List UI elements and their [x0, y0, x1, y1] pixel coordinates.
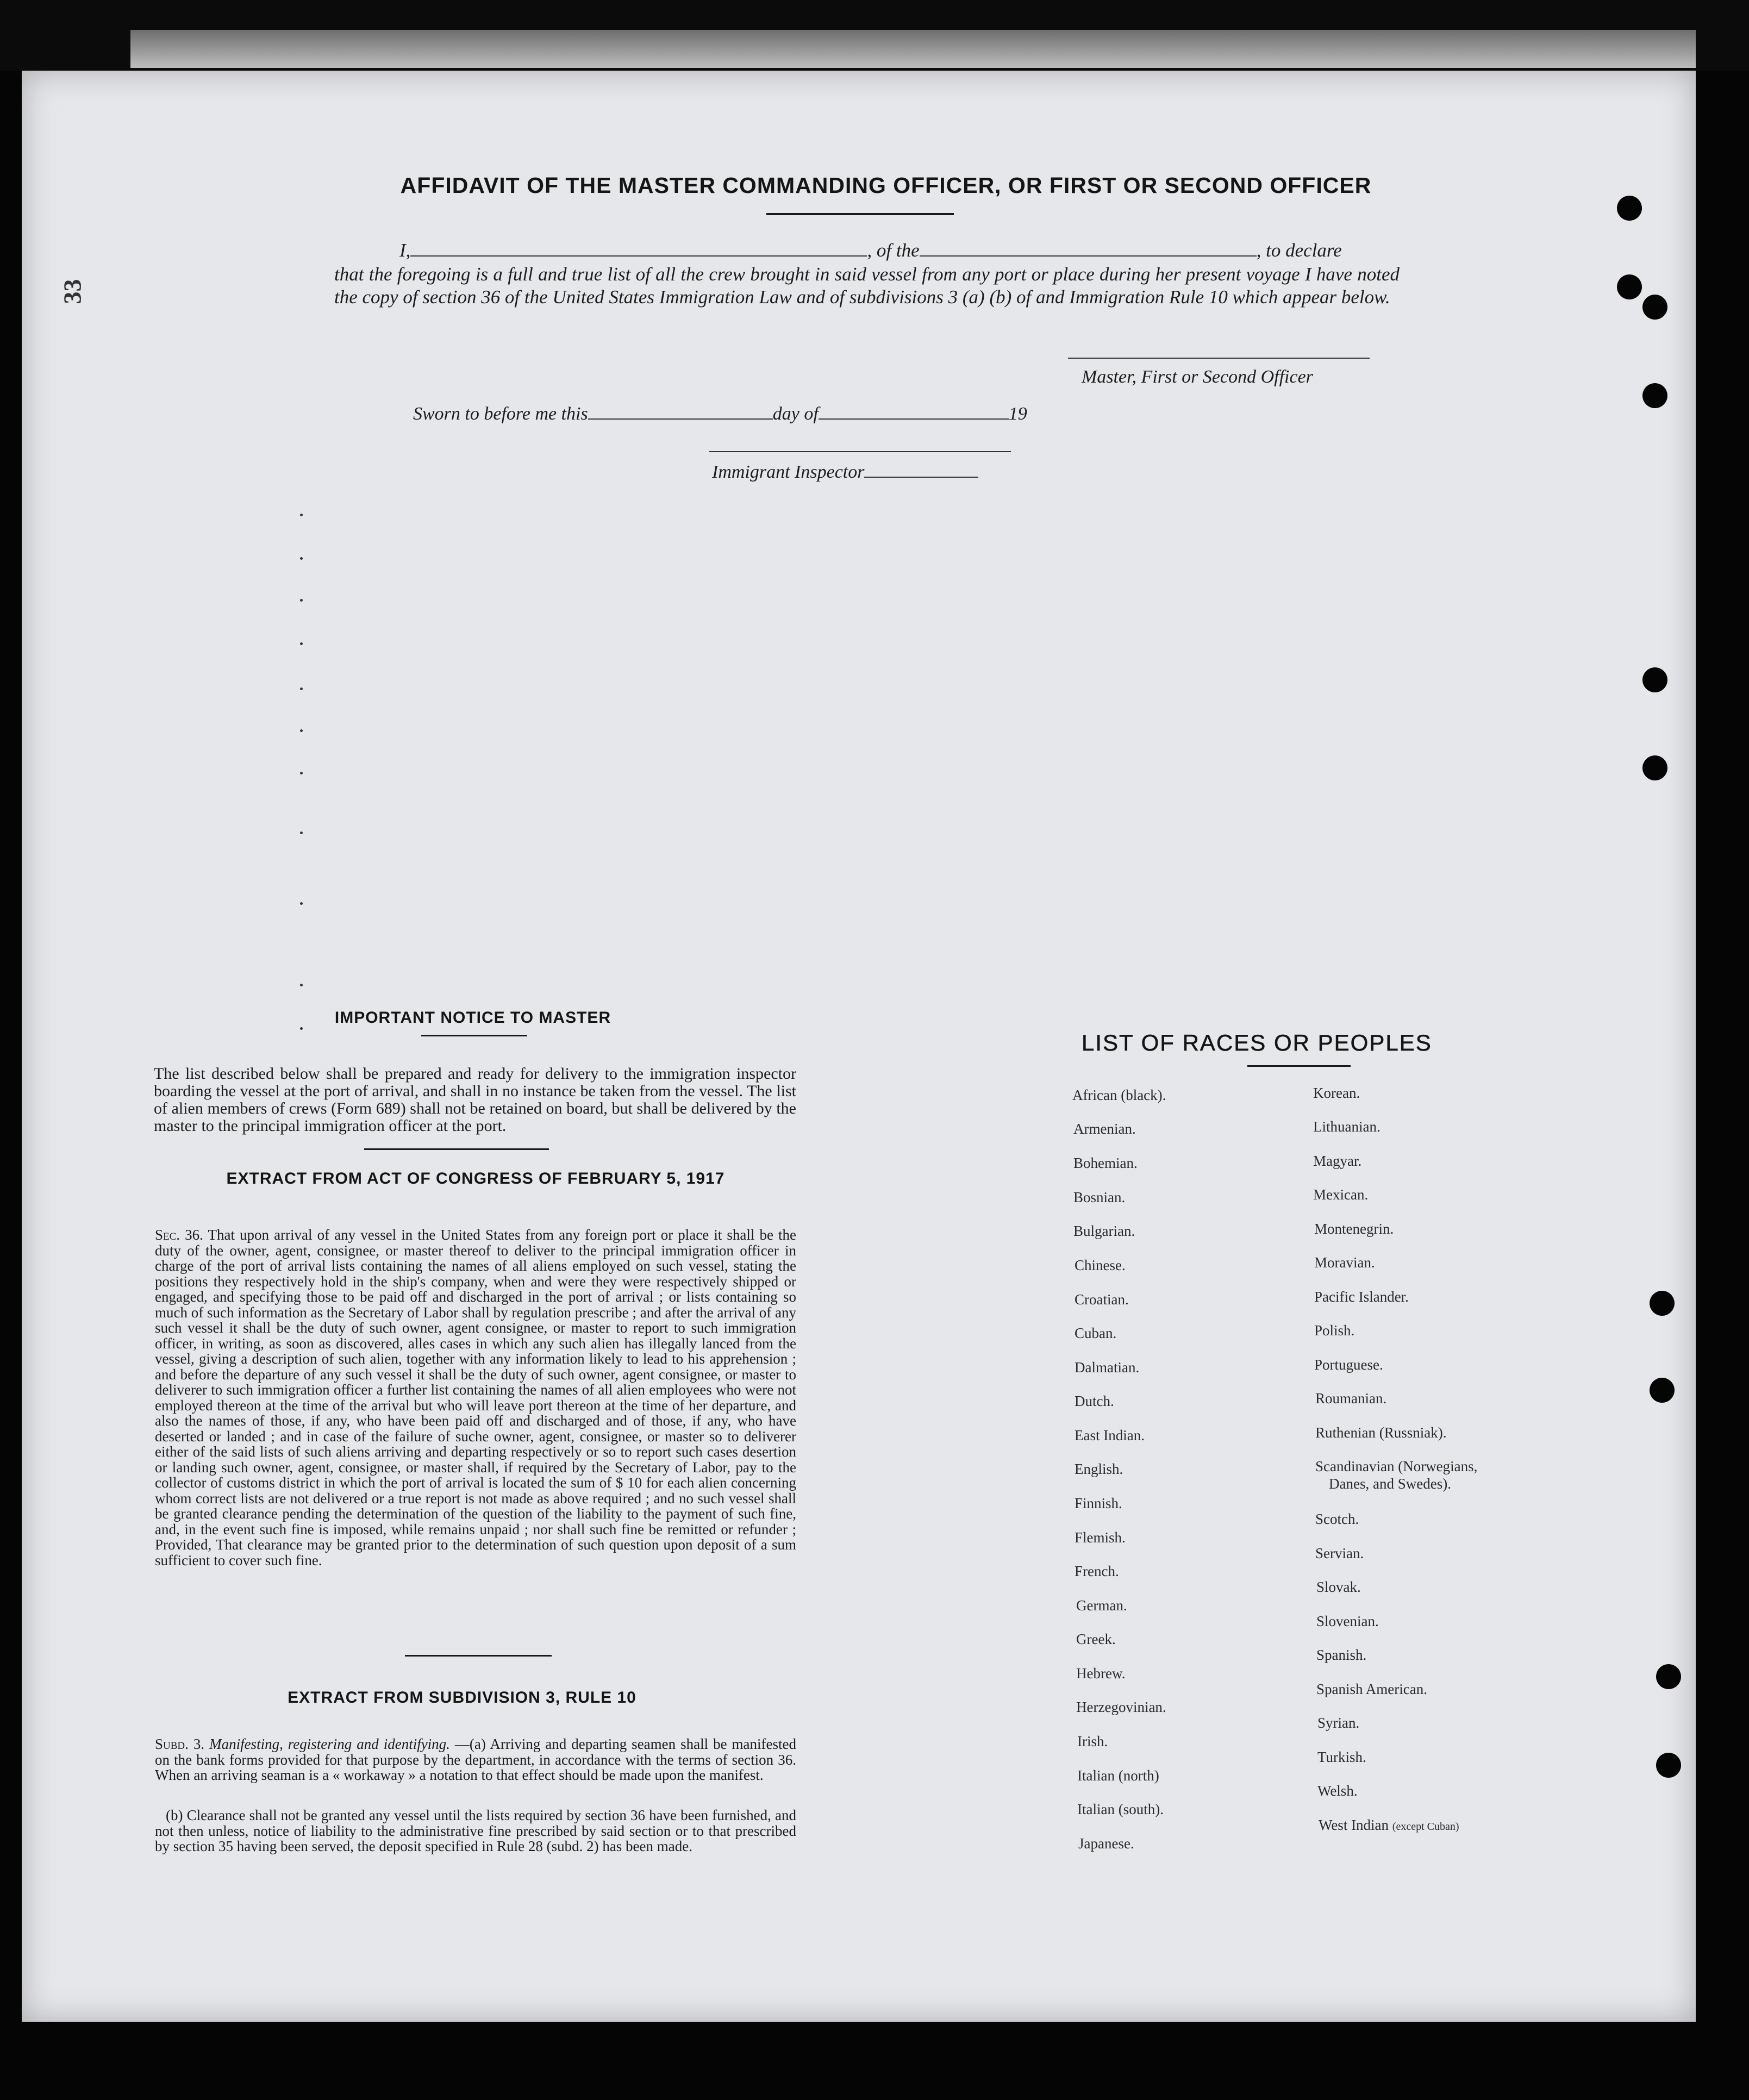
- punch-hole: [1642, 755, 1667, 780]
- rule-subdivision-a: [155, 1736, 796, 1783]
- sworn-day-blank[interactable]: [588, 402, 773, 420]
- race-item: Hebrew.: [1076, 1665, 1126, 1682]
- race-item: Welsh.: [1317, 1783, 1358, 1799]
- rule-heading: EXTRACT FROM SUBDIVISION 3, RULE 10: [288, 1689, 636, 1707]
- affidavit-title: AFFIDAVIT OF THE MASTER COMMANDING OFFICER, OR FIRST OR SECOND OFFICER: [400, 173, 1372, 198]
- inspector-trailing-blank: [864, 464, 978, 478]
- punch-hole: [1617, 196, 1642, 221]
- scan-dot: [300, 599, 303, 602]
- sworn-line: [413, 402, 1027, 424]
- rule-subd-title: Manifesting, registering and identifying.: [209, 1736, 450, 1752]
- scan-dot: [300, 984, 303, 986]
- act-heading: EXTRACT FROM ACT OF CONGRESS OF FEBRUARY 5, 1917: [226, 1170, 725, 1188]
- act-end-rule: [405, 1655, 552, 1657]
- race-item: African (black).: [1072, 1087, 1166, 1103]
- punch-hole: [1642, 383, 1667, 408]
- punch-hole: [1656, 1753, 1681, 1778]
- race-item: East Indian.: [1075, 1427, 1145, 1443]
- scan-dot: [300, 642, 303, 645]
- race-item: Syrian.: [1317, 1715, 1360, 1731]
- race-item: French.: [1075, 1563, 1119, 1579]
- race-item: Korean.: [1313, 1085, 1360, 1101]
- race-item: Spanish American.: [1316, 1681, 1427, 1697]
- race-item: Moravian.: [1314, 1254, 1375, 1271]
- affidavit-body: that the foregoing is a full and true list of all the crew brought in said vessel from any port or place during her present voyage I have noted the copy of section 36 of the United States Immigration Law and of subdivisions 3 (a) (b) of and Immigration Rule 10 which appear below.: [334, 264, 1400, 308]
- race-item: Mexican.: [1313, 1186, 1369, 1203]
- scan-dot: [300, 514, 303, 516]
- race-item: Portuguese.: [1314, 1357, 1383, 1373]
- race-item: Flemish.: [1075, 1529, 1126, 1546]
- notice-rule: [421, 1035, 527, 1036]
- race-item: Polish.: [1314, 1322, 1355, 1339]
- document-page: [22, 71, 1696, 2022]
- race-item: Cuban.: [1075, 1325, 1117, 1341]
- race-item: Herzegovinian.: [1076, 1699, 1166, 1715]
- act-section-label: Sec. 36.: [155, 1227, 203, 1243]
- sworn-month-blank[interactable]: [819, 402, 1009, 420]
- master-signature-blank[interactable]: [1068, 341, 1370, 359]
- sworn-year: 19: [1008, 404, 1027, 424]
- affidavit-title-rule: [766, 213, 954, 215]
- race-item: Dutch.: [1075, 1393, 1114, 1409]
- notice-end-rule: [364, 1148, 549, 1150]
- races-heading: LIST OF RACES OR PEOPLES: [1082, 1030, 1432, 1055]
- race-item: Slovenian.: [1316, 1613, 1379, 1629]
- act-section-36: [155, 1227, 796, 1568]
- punch-hole: [1617, 274, 1642, 299]
- race-item: Italian (north): [1077, 1767, 1159, 1784]
- race-item: Scotch.: [1315, 1511, 1359, 1527]
- race-item-scandinavian: Scandinavian (Norwegians,: [1315, 1458, 1478, 1474]
- race-item: Magyar.: [1313, 1153, 1362, 1169]
- race-item: Ruthenian (Russniak).: [1315, 1424, 1447, 1441]
- notice-heading: IMPORTANT NOTICE TO MASTER: [334, 1009, 611, 1027]
- race-item: English.: [1075, 1461, 1123, 1477]
- race-item: Italian (south).: [1077, 1801, 1164, 1817]
- race-item: Spanish.: [1316, 1647, 1367, 1663]
- race-item: Croatian.: [1075, 1291, 1129, 1308]
- race-item: Roumanian.: [1315, 1390, 1387, 1407]
- inspector-label-text: Immigrant Inspector: [712, 462, 865, 482]
- affidavit-i: I,: [399, 240, 411, 261]
- race-item-west-indian-note: (except Cuban): [1392, 1821, 1459, 1833]
- sworn-day-of: day of: [772, 404, 819, 424]
- race-item: Armenian.: [1073, 1121, 1136, 1137]
- scan-dot: [300, 688, 303, 690]
- inspector-signature-blank[interactable]: [709, 435, 1011, 452]
- affidavit-declaration: [334, 239, 1400, 309]
- scan-dot: [300, 1027, 303, 1030]
- notice-text: The list described below shall be prepared and ready for delivery to the immigration inspector boarding the vessel at the port of arrival, and shall in no instance be taken from the vessel. The list of alien members of crews (Form 689) shall not be retained on board, but shall be delivered by the master to the principal immigration officer at the port.: [154, 1065, 796, 1135]
- race-item: Chinese.: [1075, 1257, 1126, 1273]
- affidavit-of-the: , of the: [867, 240, 920, 261]
- race-item-west-indian: West Indian: [1319, 1817, 1389, 1833]
- inspector-label: [712, 462, 978, 483]
- race-item: Pacific Islander.: [1314, 1289, 1409, 1305]
- punch-hole: [1642, 295, 1667, 320]
- race-item: Dalmatian.: [1075, 1359, 1140, 1376]
- scan-dot: [300, 557, 303, 560]
- rule-para-a: —(a) Arriving and departing seamen shall be manifested on the bank forms provided for that purpose by the department, in accordance with the terms of section 36. When an arriving seaman is a « workaway » a notation to that effect should be made upon the manifest.: [155, 1736, 796, 1783]
- officer-name-blank[interactable]: [410, 239, 867, 257]
- scan-dot: [300, 729, 303, 732]
- race-item: Slovak.: [1316, 1579, 1361, 1595]
- race-item: German.: [1076, 1597, 1127, 1614]
- rule-subd-label: Subd. 3.: [155, 1736, 205, 1752]
- race-item: Greek.: [1076, 1631, 1116, 1647]
- race-item: Bulgarian.: [1073, 1223, 1135, 1239]
- punch-hole: [1642, 667, 1667, 692]
- margin-mark: 33: [58, 279, 86, 304]
- race-item: Finnish.: [1075, 1495, 1122, 1511]
- punch-hole: [1656, 1664, 1681, 1689]
- race-item: Lithuanian.: [1313, 1118, 1381, 1135]
- race-item: Japanese.: [1078, 1835, 1134, 1852]
- affidavit-to-declare: , to declare: [1256, 240, 1342, 261]
- race-item: Bohemian.: [1073, 1155, 1138, 1171]
- scan-dot: [300, 772, 303, 774]
- race-item: Servian.: [1315, 1545, 1364, 1561]
- master-signature-label: Master, First or Second Officer: [1082, 367, 1313, 387]
- race-item: Turkish.: [1317, 1749, 1366, 1765]
- race-item: [1319, 1817, 1459, 1834]
- punch-hole: [1650, 1378, 1675, 1403]
- races-rule: [1247, 1065, 1351, 1067]
- race-item: Irish.: [1077, 1733, 1108, 1749]
- punch-hole: [1650, 1291, 1675, 1316]
- race-item: Bosnian.: [1073, 1189, 1126, 1205]
- sworn-prefix: Sworn to before me this: [413, 404, 588, 424]
- rule-subdivision-b: (b) Clearance shall not be granted any vessel until the lists required by section 36 have been furnished, and not then unless, notice of liability to the administrative fine prescribed by said section or to that prescribed by section 35 having been served, the deposit specified in Rule 28 (subd. 2) has been made.: [155, 1807, 796, 1854]
- race-item: [1315, 1458, 1477, 1475]
- race-item-continuation: Danes, and Swedes).: [1329, 1476, 1451, 1492]
- scan-page-edge: [130, 30, 1696, 68]
- act-section-text: That upon arrival of any vessel in the United States from any foreign port or place it shall be the duty of the owner, agent, consignee, or master thereof to deliver to the principal immigration officer in charge of the port of arrival lists containing the names of all aliens employed on such vessel, stating the positions they respectively hold in the ship's company, when and were they were respectively shipped or engaged, and specifying those to be paid off and discharged in the port of arrival ; or lists containing so much of such information as the Secretary of Labor shall by regulation prescribe ; and after the arrival of any such vessel it shall be the duty of such owner, agent consignee, or master to report to such immigration officer, in writing, as soon as discovered, alles cases in which any such alien has illegally lanced from the vessel, giving a description of such alien, together with any information likely to lead to his apprehension ; and before the departure of any such vessel it shall be the duty of such owner, agent consignee, or master to deliverer to such immigration officer a further list containing the names of all alien employees who were not employed thereon at the time of the arrival but who will leave port thereon at the time of her departure, and also the names of those, if any, who have been paid off and discharged and of those, if any, who have deserted or landed ; and in case of the failure of suche owner, agent, consignee, or master so to deliverer either of the said lists of such aliens arriving and departing respectively or so to report such cases desertion or landing such owner, agent, consignee, or master shall, if required by the Secretary of Labor, pay to the collector of customs district in which the port of arrival is located the sum of $ 10 for each alien concerning whom correct lists are not delivered or a true report is not made as above required ; and no such vessel shall be granted clearance pending the determination of the question of the liability to the payment of such fine, and, in the event such fine is imposed, while remains unpaid ; nor shall such fine be remitted or refunder ; Provided, That clearance may be granted prior to the determination of such question upon deposit of a sum sufficient to cover such fine.: [155, 1227, 797, 1568]
- vessel-name-blank[interactable]: [920, 239, 1257, 257]
- race-item: Montenegrin.: [1314, 1221, 1394, 1237]
- scan-dot: [300, 832, 303, 834]
- scan-dot: [300, 902, 303, 905]
